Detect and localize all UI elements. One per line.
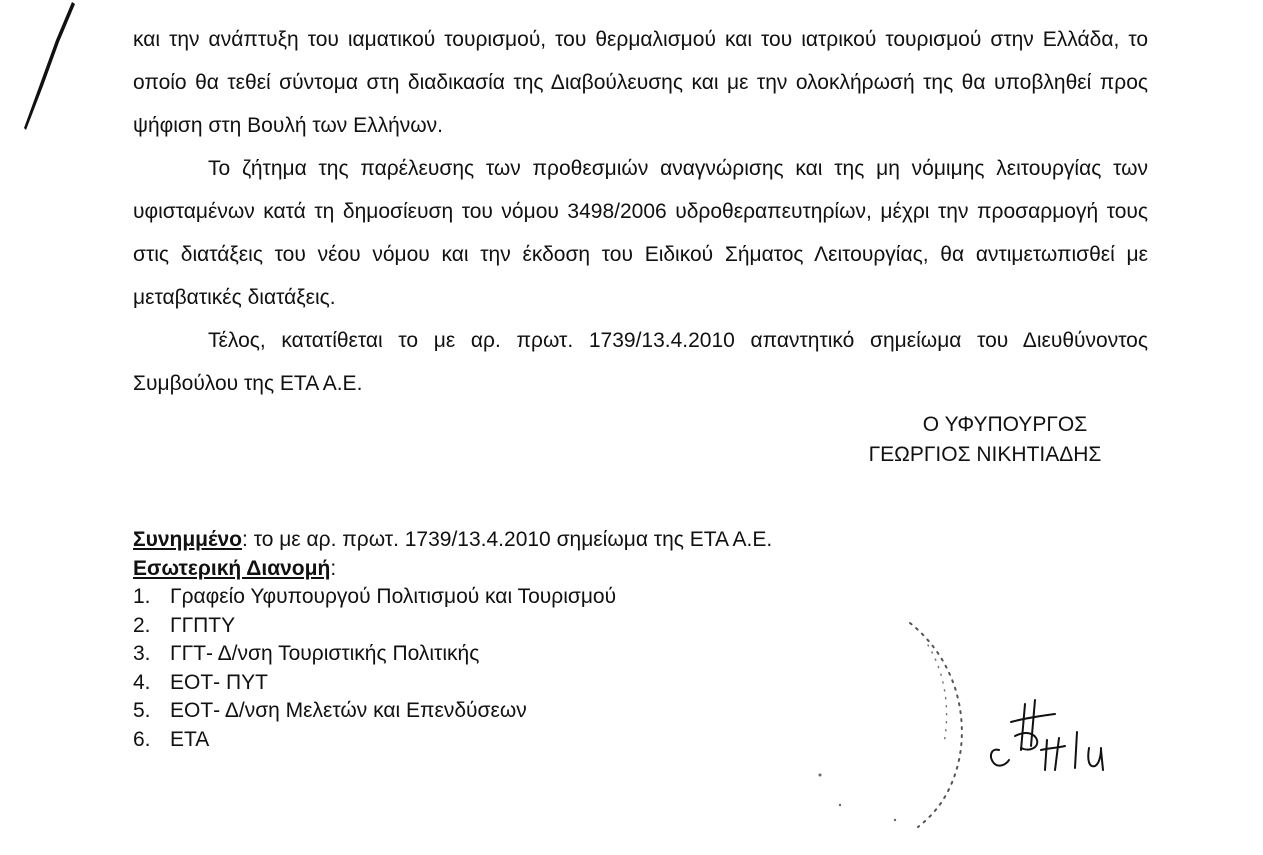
list-item-text: ΕΟΤ- Δ/νση Μελετών και Επενδύσεων [170, 699, 527, 722]
paragraph-3: Τέλος, κατατίθεται το με αρ. πρωτ. 1739/13.4.2010 απαντητικό σημείωμα του Διευθύνοντος Συμβούλου της ΕΤΑ Α.Ε. [133, 329, 1148, 395]
signatory-title: Ο ΥΦΥΠΟΥΡΓΟΣ [922, 413, 1088, 436]
distribution-separator: : [330, 556, 337, 580]
distribution-heading [133, 555, 1033, 584]
list-item-text: ΕΟΤ- ΠΥΤ [170, 670, 268, 694]
list-item-number: 3. [133, 642, 151, 665]
list-item-number: 2. [133, 613, 151, 637]
signature-block [820, 410, 1150, 470]
list-item-number: 1. [133, 585, 151, 608]
paragraph-1: και την ανάπτυξη του ιαματικού τουρισμού, του θερμαλισμού και του ιατρικού τουρισμού στην Ελλάδα, το οποίο θα τεθεί σύντομα στη διαδικασία της Διαβούλευσης και με την ολοκλήρωσή της θα υποβληθεί προς ψήφιση στη Βουλή των Ελλήνων. [133, 28, 1148, 137]
signatory-name: ΓΕΩΡΓΙΟΣ ΝΙΚΗΤΙΑΔΗΣ [868, 443, 1102, 466]
list-item-text: ΓΓΠΤΥ [170, 613, 236, 637]
list-item-number: 4. [133, 670, 151, 694]
handwritten-signature [985, 690, 1125, 780]
attachment-separator: : [242, 528, 248, 551]
paragraph-2: Το ζήτημα της παρέλευσης των προθεσμιών αναγνώρισης και της μη νόμιμης λειτουργίας των υφισταμένων κατά τη δημοσίευση του νόμου 3498/2006 υδροθεραπευτηρίων, μέχρι την προσαρμογή τους στις διατάξεις του νέου νόμου και την έκδοση του Ειδικού Σήματος Λειτουργίας, θα αντιμετωπισθεί με μεταβατικές διατάξεις. [133, 157, 1148, 309]
list-item-text: Γραφείο Υφυπουργού Πολιτισμού και Τουρισμού [170, 585, 617, 608]
attachment-label: Συνημμένο [133, 528, 243, 551]
list-item-text: ΕΤΑ [170, 727, 210, 751]
list-item-number: 6. [133, 727, 151, 751]
list-item [133, 583, 1033, 612]
list-item-number: 5. [133, 699, 151, 722]
distribution-label: Εσωτερική Διανομή [133, 556, 331, 580]
list-item-text: ΓΓΤ- Δ/νση Τουριστικής Πολιτικής [170, 642, 480, 665]
scan-mark [10, 0, 80, 140]
stamp-outline [800, 615, 980, 835]
attachment-line [133, 526, 1033, 555]
letter-body [133, 18, 1148, 405]
attachment-text: το με αρ. πρωτ. 1739/13.4.2010 σημείωμα της ΕΤΑ Α.Ε. [247, 528, 773, 551]
